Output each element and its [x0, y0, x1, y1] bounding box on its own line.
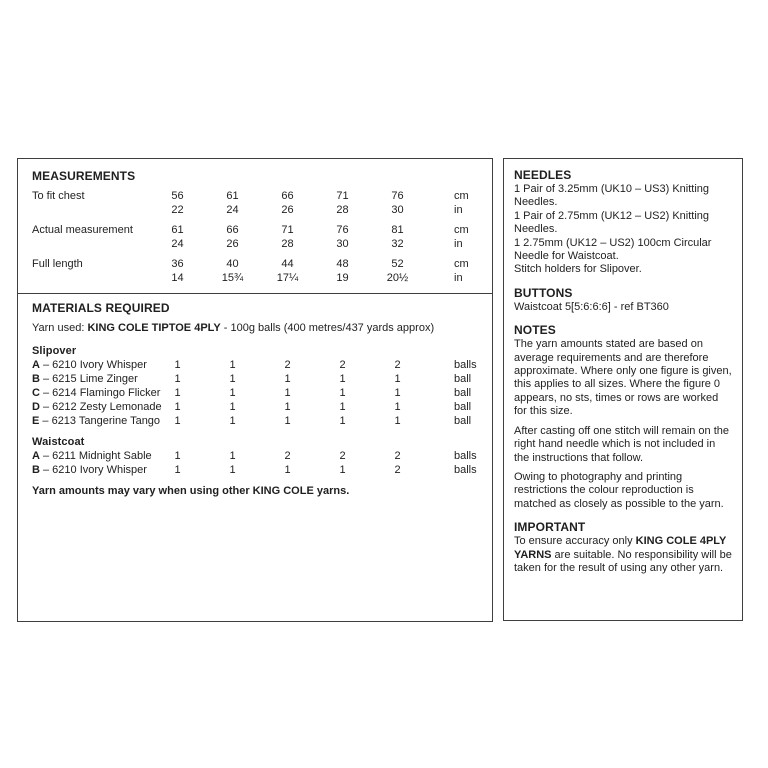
measurement-value: 19 [336, 271, 349, 284]
measurement-value: 30 [336, 237, 349, 250]
yarn-qty: 1 [174, 372, 181, 385]
important-suffix: are suitable. No responsibility will be taken for the result of using any other yarn. [514, 548, 732, 574]
measurement-value: 14 [171, 271, 184, 284]
yarn-qty: 1 [284, 463, 291, 476]
yarn-row [32, 372, 478, 386]
measurement-value: 24 [171, 237, 184, 250]
yarn-letter: B [32, 463, 40, 476]
important-section [514, 520, 733, 575]
measurement-value: 52 [391, 258, 404, 270]
important-emphasis: KING COLE 4PLY YARNS [514, 535, 727, 561]
yarn-label [32, 449, 150, 463]
unit-label-cm: cm [454, 190, 469, 202]
measurement-value: 28 [281, 237, 294, 250]
unit-label-in: in [454, 203, 463, 216]
yarn-qty: 1 [229, 463, 236, 476]
yarn-qty: 1 [339, 386, 346, 399]
yarn-unit: balls [454, 463, 477, 476]
yarn-unit: ball [454, 372, 472, 385]
measurement-value: 71 [336, 190, 349, 202]
yarn-used-prefix: Yarn used: [32, 322, 88, 334]
measurement-label: To fit chest [32, 190, 85, 202]
measurement-label: Full length [32, 258, 83, 270]
measurement-value: 61 [171, 224, 184, 236]
measurement-value: 44 [281, 258, 294, 270]
yarn-brand: KING COLE TIPTOE 4PLY [87, 322, 221, 334]
yarn-used-line [32, 322, 478, 336]
buttons-section [514, 286, 733, 314]
needles-title: NEEDLES [514, 168, 572, 182]
yarn-qty: 1 [284, 414, 291, 427]
yarn-qty: 1 [284, 372, 291, 385]
yarn-letter: A [32, 449, 40, 462]
waistcoat-yarn-group [32, 435, 478, 477]
measurement-row-cm [32, 190, 478, 204]
measurement-value: 61 [226, 190, 239, 202]
measurement-row-in [32, 238, 478, 252]
measurement-row-group [32, 224, 478, 251]
notes-title: NOTES [514, 323, 556, 338]
measurement-value: 56 [171, 190, 184, 202]
yarn-qty: 1 [339, 372, 346, 385]
yarn-qty: 2 [339, 358, 346, 371]
yarn-label [32, 358, 150, 372]
yarn-qty: 1 [229, 372, 236, 385]
notes-section [514, 323, 733, 511]
yarn-label [32, 400, 162, 414]
materials-section [32, 301, 478, 498]
needle-item: 1 Pair of 2.75mm (UK12 – US2) Knitting Needles. [514, 209, 710, 236]
unit-label-in: in [454, 237, 463, 250]
measurement-value: 26 [281, 203, 294, 216]
measurement-value: 76 [391, 190, 404, 202]
unit-label-cm: cm [454, 224, 469, 236]
yarn-qty: 1 [284, 400, 291, 413]
important-paragraph [514, 535, 733, 575]
measurement-row-in [32, 272, 478, 286]
measurements-materials-panel [17, 158, 493, 622]
yarn-qty: 1 [394, 400, 401, 413]
yarn-unit: ball [454, 386, 472, 399]
measurement-label: Actual measurement [32, 224, 133, 236]
measurement-row-in [32, 204, 478, 218]
yarn-qty: 1 [229, 400, 236, 413]
measurement-value: 26 [226, 237, 239, 250]
needle-item: Stitch holders for Slipover. [514, 263, 642, 276]
yarn-qty: 1 [339, 463, 346, 476]
yarn-qty: 1 [174, 463, 181, 476]
measurement-row-cm [32, 258, 478, 272]
needle-item: 1 2.75mm (UK12 – US2) 100cm Circular Needle for Waistcoat. [514, 236, 712, 263]
measurement-value: 22 [171, 203, 184, 216]
yarn-unit: ball [454, 400, 472, 413]
measurement-row-group [32, 190, 478, 217]
yarn-used-suffix: - 100g balls (400 metres/437 yards approx) [220, 322, 435, 334]
measurement-value: 40 [226, 258, 239, 270]
measurement-value: 28 [336, 203, 349, 216]
measurement-value: 32 [391, 237, 404, 250]
section-divider [18, 293, 492, 294]
yarn-qty: 2 [394, 463, 401, 476]
measurement-value: 15¾ [221, 271, 244, 284]
spacer [32, 272, 150, 286]
yarn-name: – 6215 Lime Zinger [39, 372, 138, 385]
yarn-qty: 1 [174, 414, 181, 427]
notes-body [514, 338, 733, 511]
yarn-letter: D [32, 400, 40, 413]
yarn-row [32, 463, 478, 477]
yarn-qty: 1 [284, 386, 291, 399]
measurement-value: 76 [336, 224, 349, 236]
measurements-section [32, 169, 478, 285]
yarn-label [32, 372, 150, 386]
measurement-value: 71 [281, 224, 294, 236]
yarn-label [32, 414, 161, 428]
yarn-name: – 6211 Midnight Sable [39, 449, 152, 462]
unit-label-cm: cm [454, 258, 469, 270]
needle-item: 1 Pair of 3.25mm (UK10 – US3) Knitting Needles. [514, 183, 710, 209]
needles-notes-panel [503, 158, 743, 621]
yarn-qty: 1 [394, 386, 401, 399]
important-title: IMPORTANT [514, 520, 586, 535]
spacer [32, 204, 150, 218]
yarn-name: – 6214 Flamingo Flicker [39, 386, 161, 399]
yarn-qty: 1 [339, 414, 346, 427]
measurement-value: 36 [171, 258, 184, 270]
yarn-qty: 1 [174, 400, 181, 413]
buttons-detail: Waistcoat 5[5:6:6:6] - ref BT360 [514, 300, 669, 313]
yarn-qty: 2 [339, 449, 346, 462]
yarn-letter: E [32, 414, 40, 427]
yarn-qty: 1 [229, 386, 236, 399]
measurement-row-cm [32, 224, 478, 238]
measurement-value: 24 [226, 203, 239, 216]
yarn-name: – 6213 Tangerine Tango [39, 414, 161, 427]
yarn-unit: balls [454, 449, 477, 462]
measurement-value: 66 [226, 224, 239, 236]
yarn-row [32, 449, 478, 463]
yarn-qty: 1 [229, 358, 236, 371]
yarn-row [32, 386, 478, 400]
yarn-row [32, 358, 478, 372]
yarn-row [32, 400, 478, 414]
waistcoat-title: Waistcoat [32, 435, 85, 448]
yarn-name: – 6210 Ivory Whisper [39, 463, 147, 476]
yarn-unit: balls [454, 358, 477, 371]
yarn-qty: 1 [394, 372, 401, 385]
yarn-qty: 2 [284, 358, 291, 371]
yarn-qty: 1 [394, 414, 401, 427]
notes-paragraph: Owing to photography and printing restrictions the colour reproduction is matched as closely as possible to the yarn. [514, 470, 724, 510]
yarn-qty: 1 [229, 414, 236, 427]
measurement-value: 17¼ [276, 271, 299, 284]
yarn-qty: 1 [174, 449, 181, 462]
materials-title: MATERIALS REQUIRED [32, 301, 170, 315]
yarn-label [32, 463, 150, 477]
yarn-qty: 2 [394, 358, 401, 371]
measurement-value: 48 [336, 258, 349, 270]
important-prefix: To ensure accuracy only [514, 535, 636, 548]
notes-paragraph: The yarn amounts stated are based on average requirements and are therefore approximate. Where only one figure is given, this applies to all sizes. Where the figure 0 appears, no sts, times or rows are worked for this size. [514, 338, 732, 418]
measurement-value: 81 [391, 224, 404, 236]
yarn-unit: ball [454, 414, 472, 427]
yarn-letter: B [32, 372, 40, 385]
buttons-title: BUTTONS [514, 285, 573, 300]
yarn-name: – 6210 Ivory Whisper [39, 358, 147, 371]
measurement-value: 66 [281, 190, 294, 202]
yarn-row [32, 414, 478, 428]
measurement-row-group [32, 258, 478, 285]
unit-label-in: in [454, 271, 463, 284]
yarn-name: – 6212 Zesty Lemonade [39, 400, 162, 413]
yarn-label [32, 386, 161, 400]
yarn-letter: C [32, 386, 40, 399]
yarn-qty: 2 [284, 449, 291, 462]
slipover-title: Slipover [32, 344, 77, 357]
yarn-letter: A [32, 358, 40, 371]
measurements-title: MEASUREMENTS [32, 169, 136, 183]
measurement-value: 20½ [386, 271, 409, 284]
spacer [32, 238, 150, 252]
yarn-qty: 2 [394, 449, 401, 462]
yarn-variation-note: Yarn amounts may vary when using other KING COLE yarns. [32, 484, 350, 497]
yarn-qty: 1 [174, 358, 181, 371]
notes-paragraph: After casting off one stitch will remain on the right hand needle which is not included in the instructions that follow. [514, 424, 730, 464]
slipover-yarn-group [32, 344, 478, 428]
needles-section [514, 168, 733, 277]
yarn-qty: 1 [229, 449, 236, 462]
yarn-qty: 1 [174, 386, 181, 399]
measurement-value: 30 [391, 203, 404, 216]
yarn-qty: 1 [339, 400, 346, 413]
